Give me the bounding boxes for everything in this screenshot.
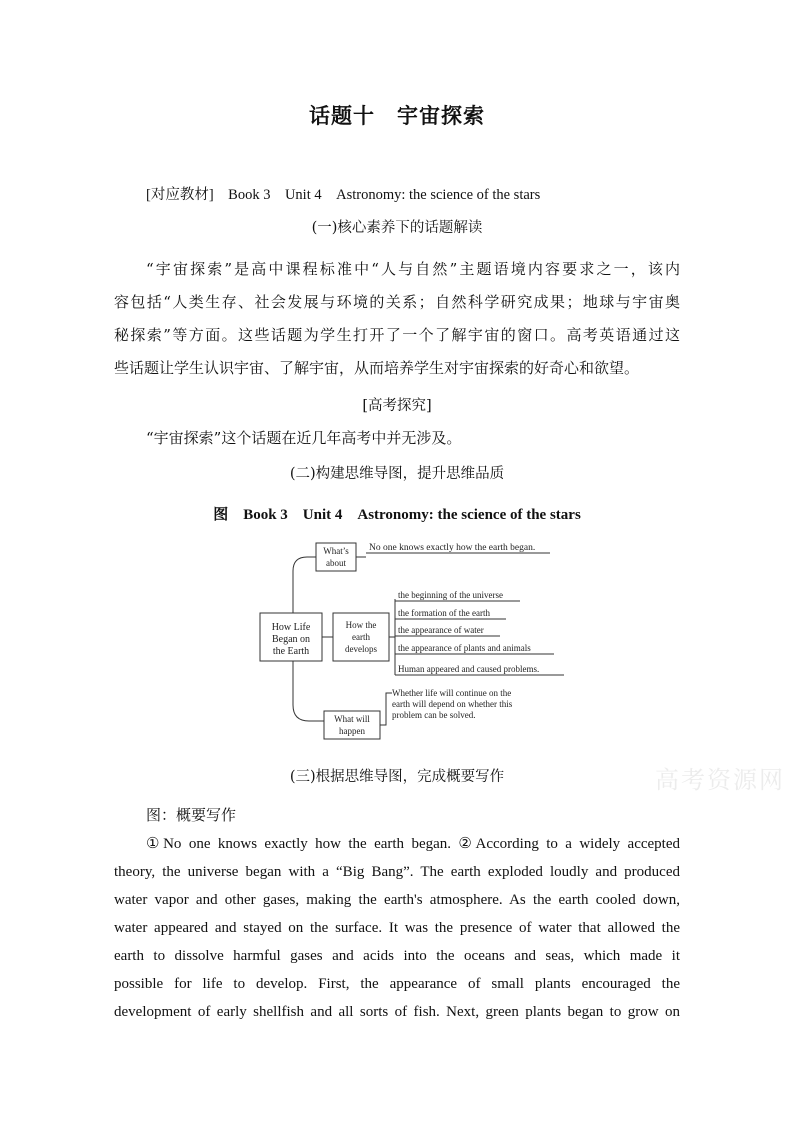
paragraph-line: “宇宙探索”是高中课程标准中“人与自然”主题语境内容要求之一，该内	[146, 260, 680, 278]
center-label-line2: Began on	[271, 634, 311, 645]
what-will-happen-label-line2: happen	[339, 726, 365, 736]
develops-item: the beginning of the universe	[398, 590, 503, 600]
what-will-happen-text-line3: problem can be solved.	[392, 710, 476, 720]
develops-item: the appearance of plants and animals	[398, 643, 531, 653]
summary-line: water vapor and other gases, making the earth's atmosphere. As the earth cooled down,	[114, 892, 680, 908]
paragraph-line: 秘探索”等方面。这些话题为学生打开了一个了解宇宙的窗口。高考英语通过这	[114, 326, 680, 344]
paragraph-line: 些话题让学生认识宇宙、了解宇宙，从而培养学生对宇宙探索的好奇心和欲望。	[114, 359, 640, 377]
connector-bottom	[293, 661, 324, 721]
section1-heading: (一)核心素养下的话题解读	[311, 220, 483, 236]
section3-heading: (三)根据思维导图，完成概要写作	[289, 769, 505, 785]
develops-label-line1: How the	[345, 620, 377, 630]
summary-line: development of early shellfish and all sorts of fish. Next, green plants began to grow on	[114, 1004, 680, 1020]
develops-item: Human appeared and caused problems.	[398, 664, 540, 674]
what-will-happen-label-line1: What will	[334, 714, 370, 724]
develops-label-line2: earth	[352, 632, 370, 642]
develops-item: the formation of the earth	[398, 608, 490, 618]
what-will-happen-text-line2: earth will depend on whether this	[392, 699, 513, 709]
section2-heading: (二)构建思维导图，提升思维品质	[289, 466, 505, 482]
what-will-happen-text-line1: Whether life will continue on the	[392, 688, 512, 698]
summary-line: ①No one knows exactly how the earth began. ②According to a widely accepted	[146, 836, 680, 852]
mind-map	[258, 533, 570, 745]
summary-line: possible for life to develop. First, the appearance of small plants encouraged the	[114, 976, 680, 992]
develops-item: the appearance of water	[398, 625, 484, 635]
summary-line: earth to dissolve harmful gases and acids into the oceans and seas, which made it	[114, 948, 680, 964]
section1-paragraph	[114, 253, 680, 385]
watermark: 高考资源网	[655, 766, 785, 794]
textbook-reference	[146, 183, 540, 204]
whats-about-label-line1: What’s	[323, 546, 349, 556]
summary-line: theory, the universe began with a “Big Bang”. The earth exploded loudly and produced	[114, 864, 680, 880]
figure-label: 图：概要写作	[146, 806, 237, 824]
exam-heading: [高考探究]	[362, 398, 432, 414]
summary-paragraph	[114, 830, 680, 1026]
connector-top	[293, 557, 316, 613]
exam-text: “宇宙探索”这个话题在近几年高考中并无涉及。	[146, 429, 462, 447]
whats-about-text: No one knows exactly how the earth began.	[369, 543, 536, 553]
figure-caption: 图 Book 3 Unit 4 Astronomy: the science of the stars	[213, 507, 581, 523]
page-title: 话题十 宇宙探索	[309, 103, 485, 128]
paragraph-line: 容包括“人类生存、社会发展与环境的关系；自然科学研究成果；地球与宇宙奥	[114, 293, 680, 311]
textbook-reference-text: [对应教材] Book 3 Unit 4 Astronomy: the science of the stars	[146, 187, 541, 203]
whats-about-label-line2: about	[326, 558, 346, 568]
develops-label-line3: develops	[345, 644, 377, 654]
summary-line: water appeared and stayed on the surface. It was the presence of water that allowed the	[114, 920, 680, 936]
center-label-line1: How Life	[271, 622, 311, 633]
center-label-line3: the Earth	[272, 646, 310, 657]
